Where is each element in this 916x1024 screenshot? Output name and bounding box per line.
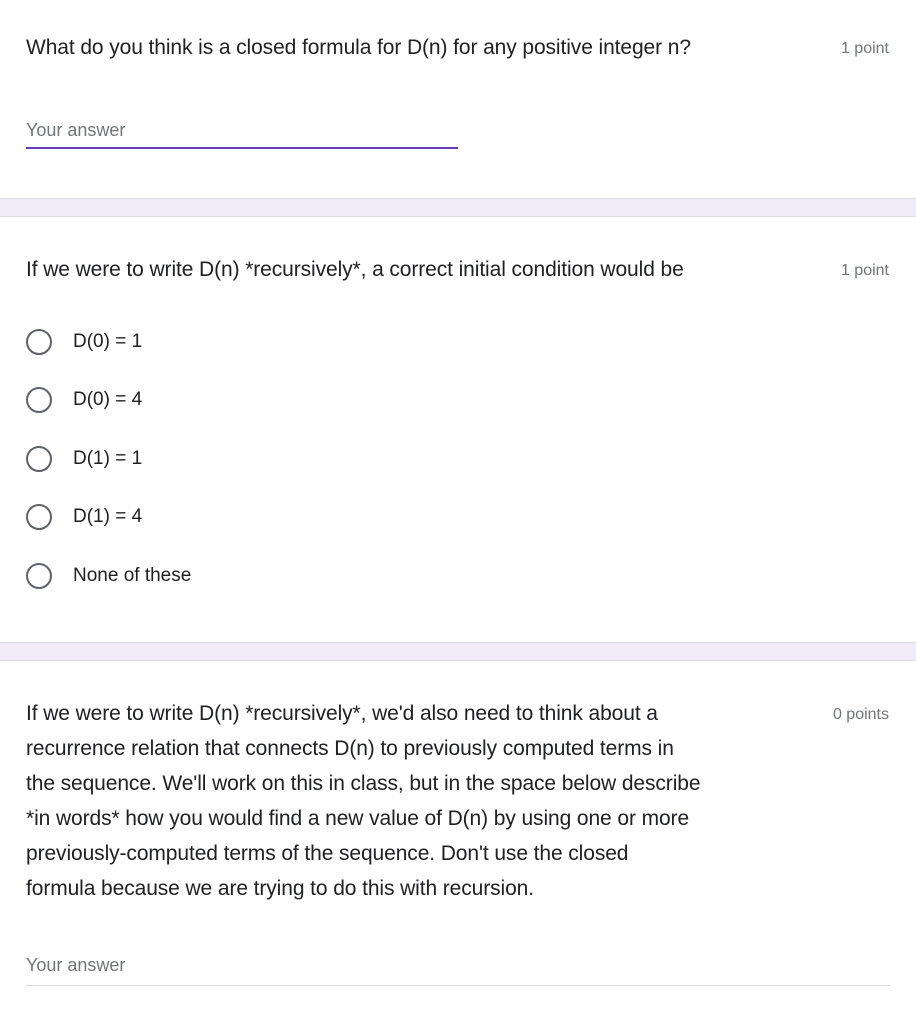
radio-option-label: D(1) = 4 [73, 506, 143, 527]
radio-option[interactable] [26, 384, 142, 416]
question-title: If we were to write D(n) *recursively*, a correct initial condition would be [26, 258, 684, 281]
radio-option[interactable] [26, 443, 142, 475]
radio-button[interactable] [26, 563, 52, 589]
radio-option-label: D(0) = 4 [73, 389, 143, 410]
question-points: 1 point [840, 262, 889, 279]
radio-button[interactable] [26, 504, 52, 530]
answer-input-underline [26, 985, 890, 986]
radio-button[interactable] [26, 387, 52, 413]
question-title: What do you think is a closed formula for D(n) for any positive integer n? [26, 36, 691, 59]
question-title-line: *in words* how you would find a new value of D(n) by using one or more [26, 807, 690, 830]
question-points: 0 points [832, 706, 889, 723]
question-title [26, 696, 816, 906]
question-title-line: the sequence. We'll work on this in class, but in the space below describe [26, 772, 701, 795]
section-separator [0, 642, 916, 661]
section-separator [0, 198, 916, 217]
radio-button[interactable] [26, 446, 52, 472]
radio-option-label: D(0) = 1 [73, 331, 143, 352]
question-points: 1 point [840, 40, 889, 57]
question-title-line: formula because we are trying to do this with recursion. [26, 877, 534, 900]
radio-button[interactable] [26, 329, 52, 355]
answer-input-underline [26, 147, 458, 149]
question-card-recurrence-relation [0, 661, 916, 1023]
question-title-line: recurrence relation that connects D(n) to previously computed terms in [26, 737, 674, 760]
question-card-initial-condition [0, 217, 916, 642]
radio-option-label: D(1) = 1 [73, 448, 143, 469]
radio-option[interactable] [26, 501, 142, 533]
radio-option-label: None of these [73, 565, 192, 586]
radio-option[interactable] [26, 326, 142, 358]
answer-input[interactable]: Your answer [26, 120, 126, 140]
question-title-line: previously-computed terms of the sequence. Don't use the closed [26, 842, 629, 865]
radio-option[interactable] [26, 560, 191, 592]
question-title-line: If we were to write D(n) *recursively*, we'd also need to think about a [26, 702, 658, 725]
question-card-closed-formula [0, 0, 916, 198]
answer-input[interactable]: Your answer [26, 955, 126, 975]
